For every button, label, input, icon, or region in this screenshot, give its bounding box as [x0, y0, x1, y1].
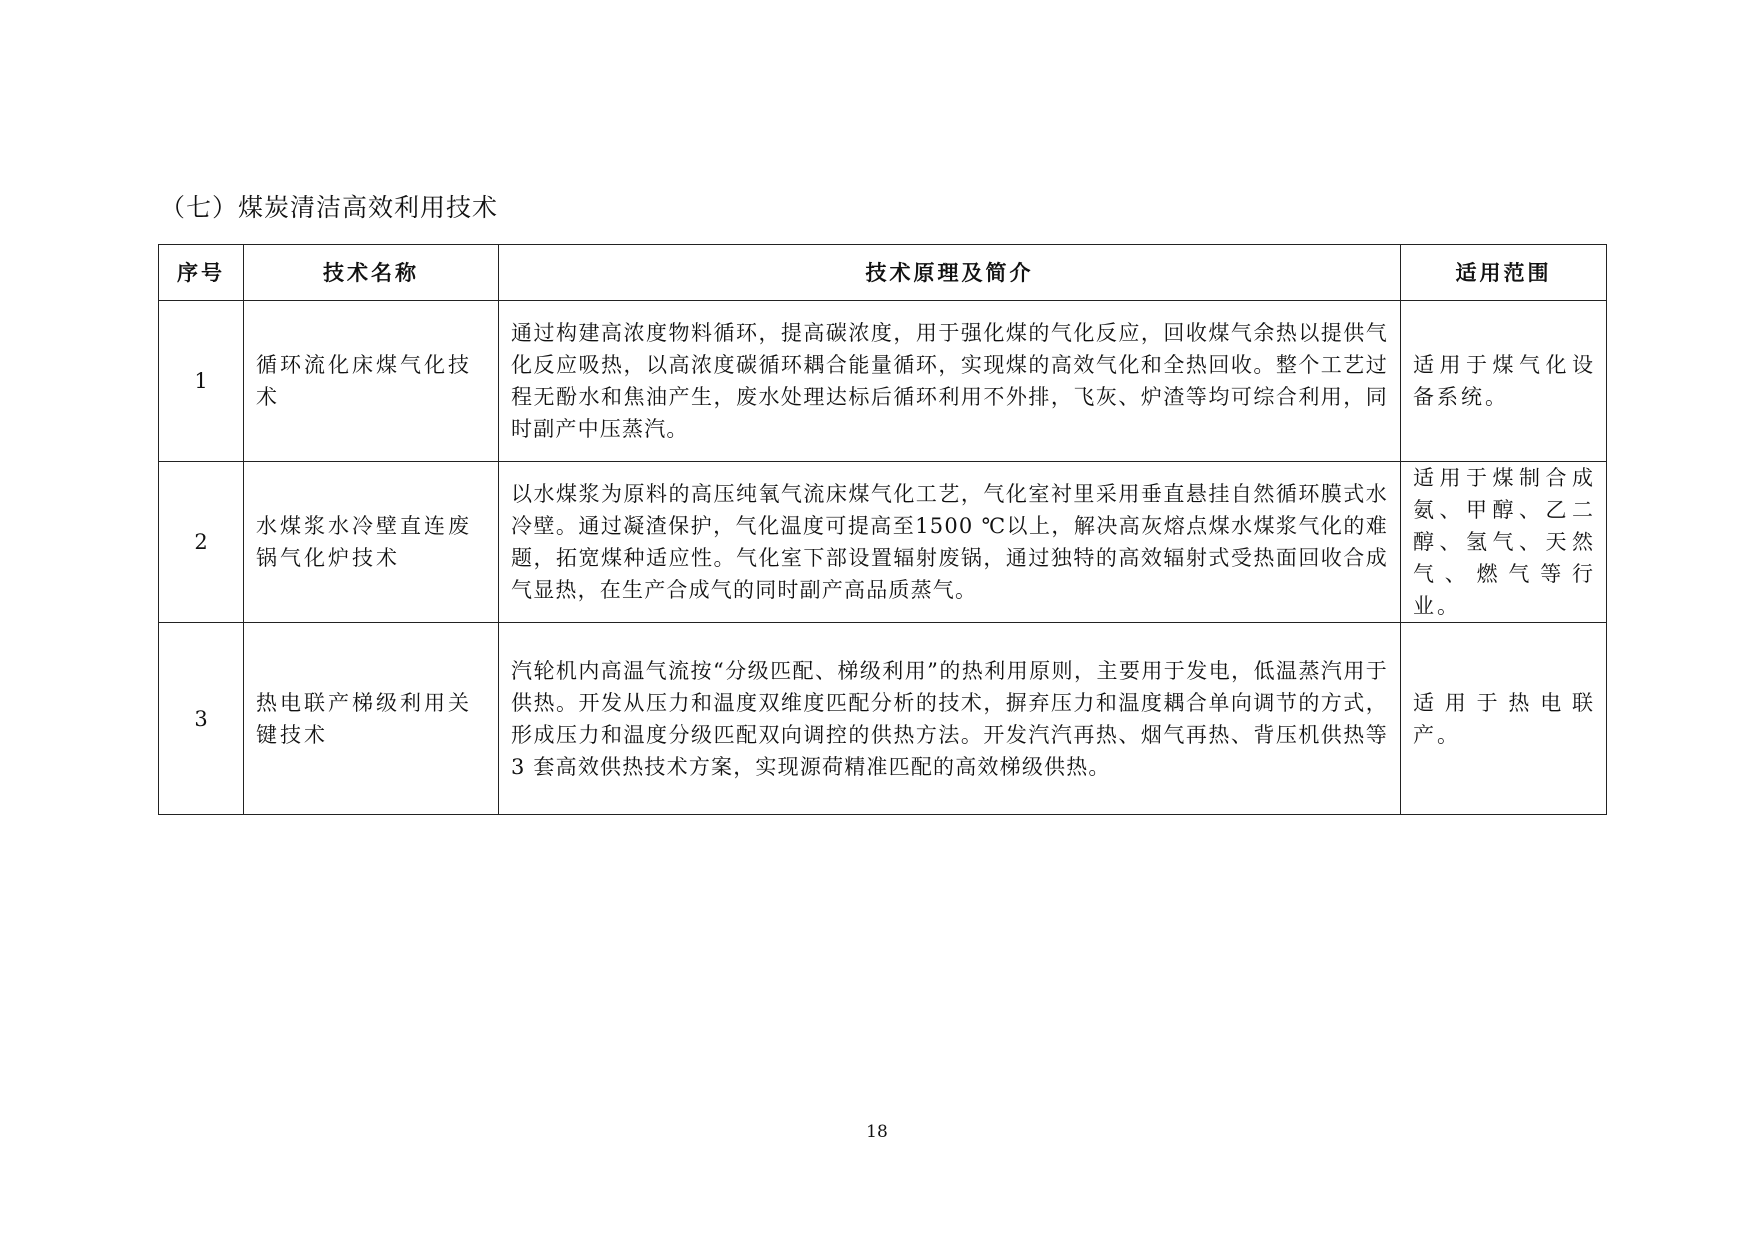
cell-name: 水煤浆水冷壁直连废锅气化炉技术: [244, 462, 499, 623]
cell-no: 1: [159, 301, 244, 462]
table-row: [159, 462, 1607, 623]
cell-name: 热电联产梯级利用关键技术: [244, 623, 499, 815]
technology-table: [158, 244, 1607, 815]
cell-scope: 适用于煤气化设备系统。: [1401, 301, 1607, 462]
table-row: [159, 623, 1607, 815]
table-row: [159, 301, 1607, 462]
cell-description: 通过构建高浓度物料循环，提高碳浓度，用于强化煤的气化反应，回收煤气余热以提供气化反应吸热，以高浓度碳循环耦合能量循环，实现煤的高效气化和全热回收。整个工艺过程无酚水和焦油产生，废水处理达标后循环利用不外排，飞灰、炉渣等均可综合利用，同时副产中压蒸汽。: [499, 301, 1401, 462]
cell-scope: 适用于煤制合成氨、甲醇、乙二醇、氢气、天然气、燃气等行业。: [1401, 462, 1607, 623]
cell-no: 2: [159, 462, 244, 623]
header-name: 技术名称: [244, 245, 499, 301]
table-header-row: [159, 245, 1607, 301]
header-description: 技术原理及简介: [499, 245, 1401, 301]
cell-name: 循环流化床煤气化技术: [244, 301, 499, 462]
page-number: 18: [866, 1122, 888, 1142]
cell-no: 3: [159, 623, 244, 815]
cell-scope: 适用于热电联产。: [1401, 623, 1607, 815]
section-title: （七）煤炭清洁高效利用技术: [160, 193, 499, 222]
cell-description: 汽轮机内高温气流按“分级匹配、梯级利用”的热利用原则，主要用于发电，低温蒸汽用于供热。开发从压力和温度双维度匹配分析的技术，摒弃压力和温度耦合单向调节的方式，形成压力和温度分级匹配双向调控的供热方法。开发汽汽再热、烟气再热、背压机供热等 3 套高效供热技术方案，实现源荷精准匹配的高效梯级供热。: [499, 623, 1401, 815]
header-scope: 适用范围: [1401, 245, 1607, 301]
header-no: 序号: [159, 245, 244, 301]
cell-description: 以水煤浆为原料的高压纯氧气流床煤气化工艺，气化室衬里采用垂直悬挂自然循环膜式水冷壁。通过凝渣保护，气化温度可提高至1500 ℃以上，解决高灰熔点煤水煤浆气化的难题，拓宽煤种适应性。气化室下部设置辐射废锅，通过独特的高效辐射式受热面回收合成气显热，在生产合成气的同时副产高品质蒸气。: [499, 462, 1401, 623]
